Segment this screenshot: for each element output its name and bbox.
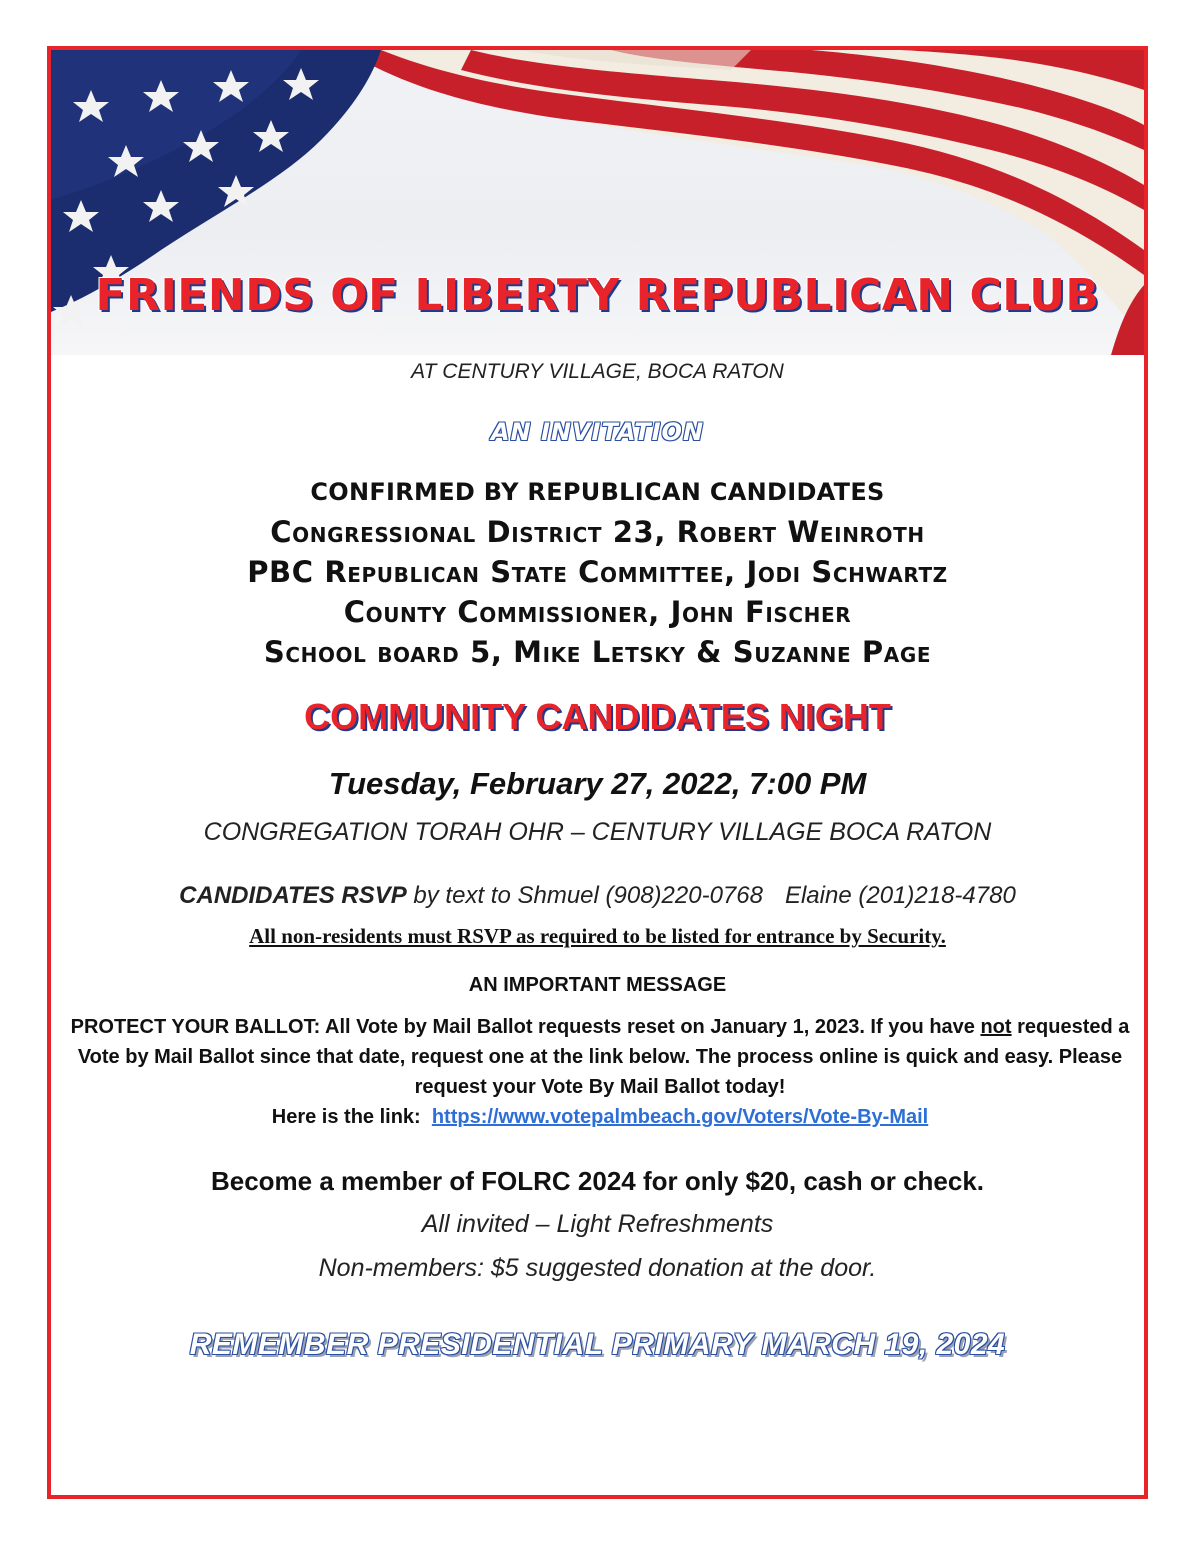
club-title: FRIENDS OF LIBERTY REPUBLICAN CLUB (95, 270, 1100, 321)
message-body (60, 1012, 1140, 1132)
candidate-line: County Commissioner, John Fischer (343, 595, 852, 629)
invited-note: All invited – Light Refreshments (421, 1210, 774, 1238)
confirmed-candidates (51, 472, 1144, 672)
message-text: PROTECT YOUR BALLOT: All Vote by Mail Ballot requests reset on January 1, 2023. If you have (70, 1016, 981, 1038)
message-emphasis: not (980, 1016, 1012, 1038)
primary-reminder: REMEMBER PRESIDENTIAL PRIMARY MARCH 19, 2024 (189, 1328, 1006, 1361)
membership-offer: Become a member of FOLRC 2024 for only $20, cash or check. (210, 1166, 985, 1196)
candidate-line: PBC Republican State Committee, Jodi Schwartz (247, 555, 948, 589)
message-text: requested a Vote by Mail Ballot since that date, request one at the link below. The process online is quick and easy. Please request your Vote By Mail Ballot today! (77, 1016, 1130, 1098)
candidate-line: Congressional District 23, Robert Weinroth (270, 515, 925, 549)
invitation-heading: AN INVITATION (490, 418, 705, 446)
candidate-line: School board 5, Mike Letsky & Suzanne Page (263, 635, 932, 669)
rsvp-line (51, 882, 1144, 910)
vote-by-mail-link[interactable]: https://www.votepalmbeach.gov/Voters/Vote-By-Mail (431, 1106, 929, 1128)
link-label: Here is the link: (271, 1106, 421, 1128)
rsvp-contact-2: Elaine (201)218-4780 (784, 882, 1016, 909)
donation-note: Non-members: $5 suggested donation at the door. (318, 1254, 877, 1282)
message-heading: AN IMPORTANT MESSAGE (468, 974, 727, 996)
club-location: AT CENTURY VILLAGE, BOCA RATON (411, 360, 784, 383)
candidates-heading: CONFIRMED BY REPUBLICAN CANDIDATES (310, 478, 885, 506)
event-name: COMMUNITY CANDIDATES NIGHT (304, 696, 891, 737)
security-note: All non-residents must RSVP as required to be listed for entrance by Security. (249, 924, 946, 948)
rsvp-text: by text to Shmuel (908)220-0768 (406, 882, 763, 909)
event-datetime: Tuesday, February 27, 2022, 7:00 PM (328, 766, 867, 801)
event-venue: CONGREGATION TORAH OHR – CENTURY VILLAGE BOCA RATON (203, 818, 992, 846)
rsvp-label: CANDIDATES RSVP (179, 882, 407, 909)
